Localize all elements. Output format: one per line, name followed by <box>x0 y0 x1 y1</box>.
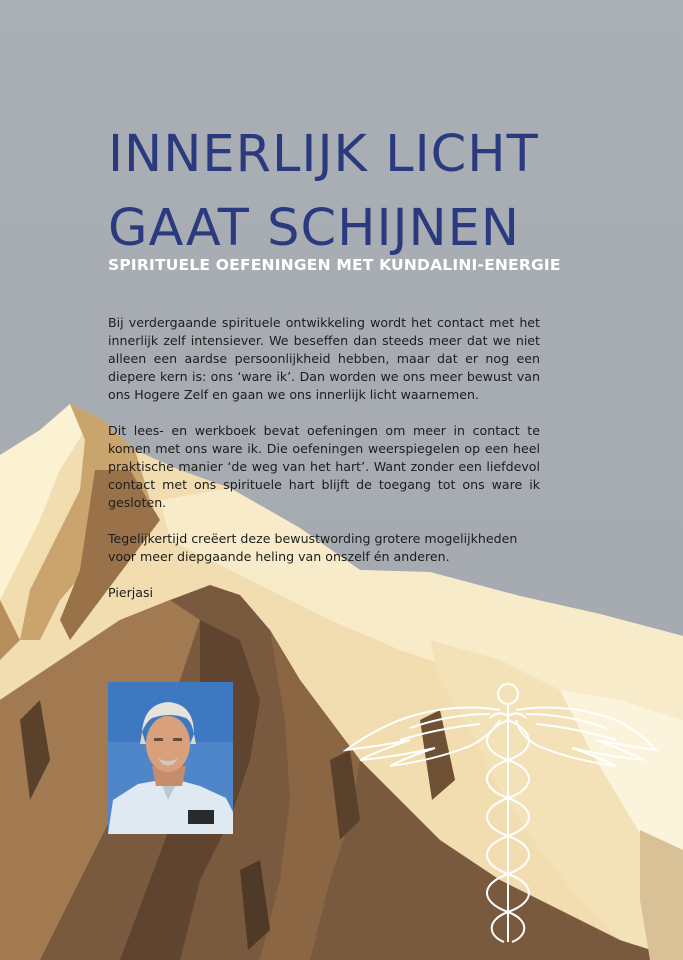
book-title <box>108 118 588 266</box>
blurb-paragraph-2: Dit lees- en werkboek bevat oefeningen om meer in contact te komen met ons ware ik. Die oefeningen weerspiegelen op een heel praktische manier ‘de weg van het hart’. Want zonder een liefdevol contact met ons spirituele hart blijft de toegang tot ons ware ik gesloten. <box>108 423 540 510</box>
blurb-paragraph-1: Bij verdergaande spirituele ontwikkeling wordt het contact met het innerlijk zelf intensiever. We beseffen dan steeds meer dat we niet alleen een aardse persoonlijkheid hebben, maar dat er nog een diepere kern is: ons ‘ware ik’. Dan worden we ons meer bewust van ons Hogere Zelf en gaan we ons innerlijk licht waarnemen. <box>108 315 540 402</box>
book-subtitle: SPIRITUELE OEFENINGEN MET KUNDALINI-ENERGIE <box>108 256 561 274</box>
author-photo <box>108 682 233 834</box>
title-line-2: GAAT SCHIJNEN <box>108 199 521 258</box>
title-line-1: INNERLIJK LICHT <box>108 125 539 184</box>
blurb-paragraph-3: Tegelijkertijd creëert deze bewustwording grotere mogelijkheden voor meer diepgaande heling van onszelf én anderen. <box>108 531 518 564</box>
author-signature: Pierjasi <box>108 585 154 600</box>
blurb-text <box>108 314 540 620</box>
caduceus-icon <box>340 680 660 950</box>
